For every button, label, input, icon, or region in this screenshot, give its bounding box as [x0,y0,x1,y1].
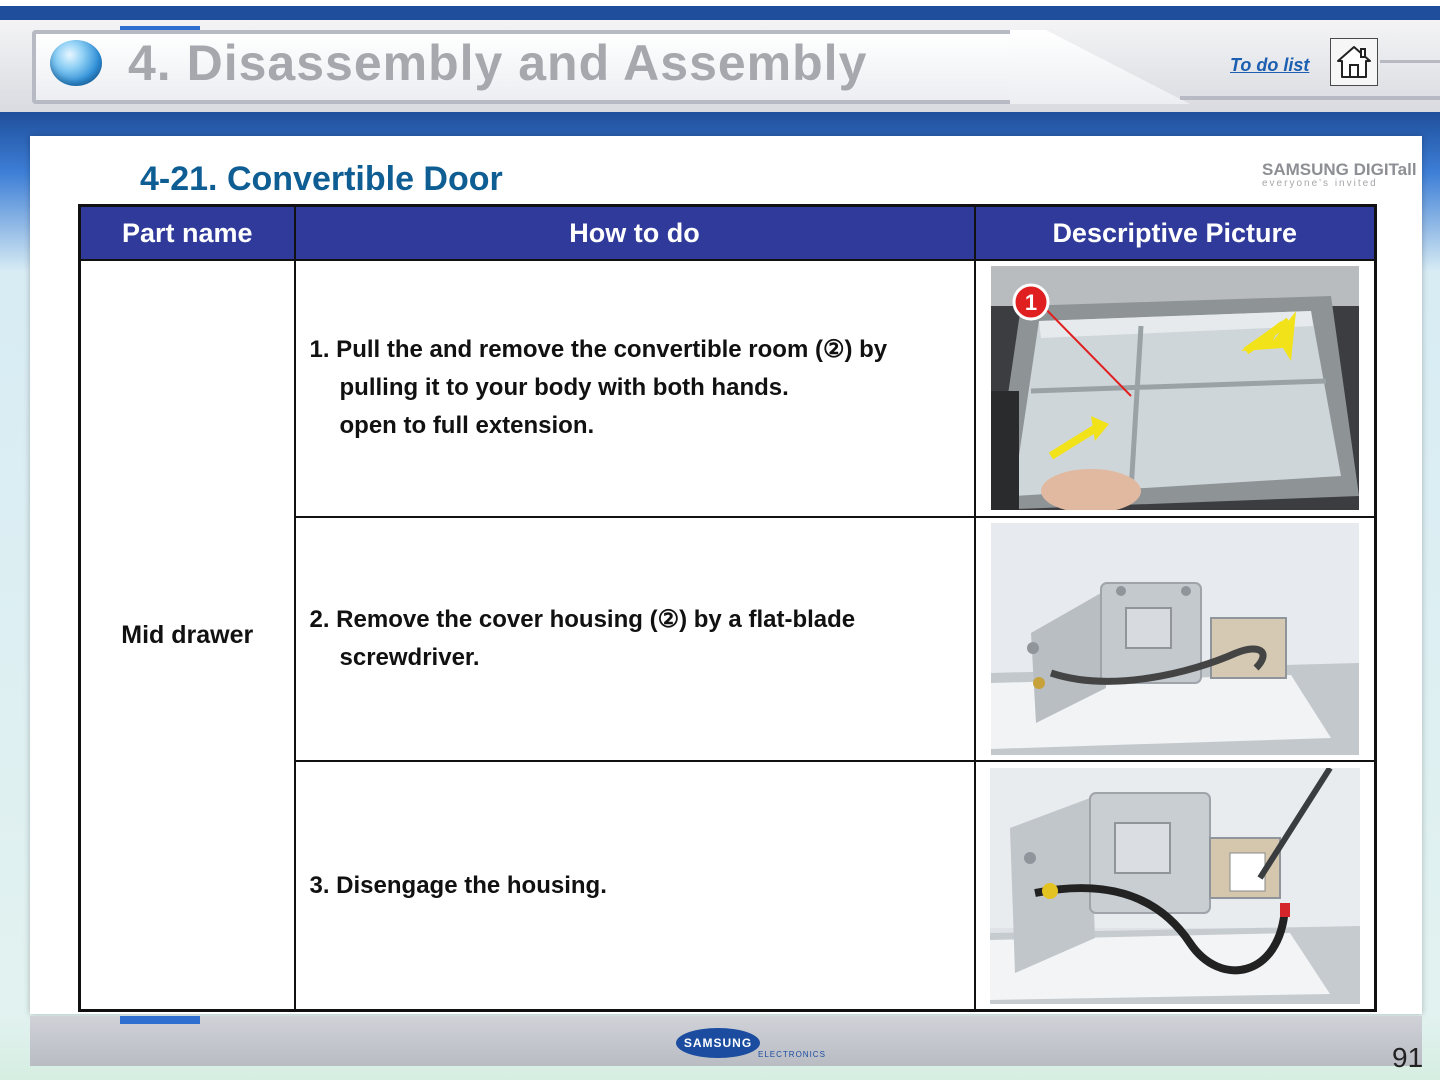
step-1-line-3: open to full extension. [339,412,595,440]
header-top-bar [0,6,1440,20]
step-1-line-2: pulling it to your body with both hands. [339,374,789,402]
step-cell [295,761,975,1010]
samsung-logo-sub: ELECTRONICS [758,1050,826,1059]
section-title: 4-21. Convertible Door [140,160,503,198]
home-button[interactable] [1330,38,1378,86]
todo-list-link[interactable]: To do list [1230,55,1310,75]
step-cell [295,517,975,761]
disengage-housing-photo [990,768,1360,1004]
header-line-short [1380,60,1440,63]
table-header-row [80,206,1376,261]
step-2-line-1: 2. Remove the cover housing (②) by a flat-blade [309,606,856,634]
samsung-logo: SAMSUNG [676,1028,760,1058]
drawer-photo [991,266,1359,510]
header-line [1180,96,1440,100]
picture-cell [975,761,1376,1010]
globe-icon [50,40,102,86]
table-row [80,260,1376,517]
step-3-line-1: 3. Disengage the housing. [309,871,607,899]
step-1-text [310,331,974,445]
procedure-table [78,204,1377,1012]
cover-housing-photo [991,523,1359,755]
callout-marker-1: 1 [1024,290,1037,316]
page-title: 4. Disassembly and Assembly [128,35,868,91]
step-cell [295,260,975,517]
samsung-digital-tagline: everyone's invited [1262,178,1378,189]
picture-cell [975,260,1376,517]
step-2-text [310,601,974,677]
header-how-to-do: How to do [295,206,975,261]
footer-accent [120,1016,200,1024]
home-icon [1336,44,1372,80]
page-number: 91 [1392,1042,1424,1073]
samsung-digital-wordmark: SAMSUNG DIGITall [1262,160,1417,179]
picture-cell [975,517,1376,761]
header-descriptive-picture: Descriptive Picture [975,206,1376,261]
step-1-line-1: 1. Pull the and remove the convertible room (②) by [309,336,888,364]
header-part-name: Part name [80,206,295,261]
samsung-digital-logo [1262,160,1417,194]
step-3-text [310,867,974,905]
part-name-cell: Mid drawer [80,260,295,1011]
step-2-line-2: screwdriver. [339,644,480,672]
